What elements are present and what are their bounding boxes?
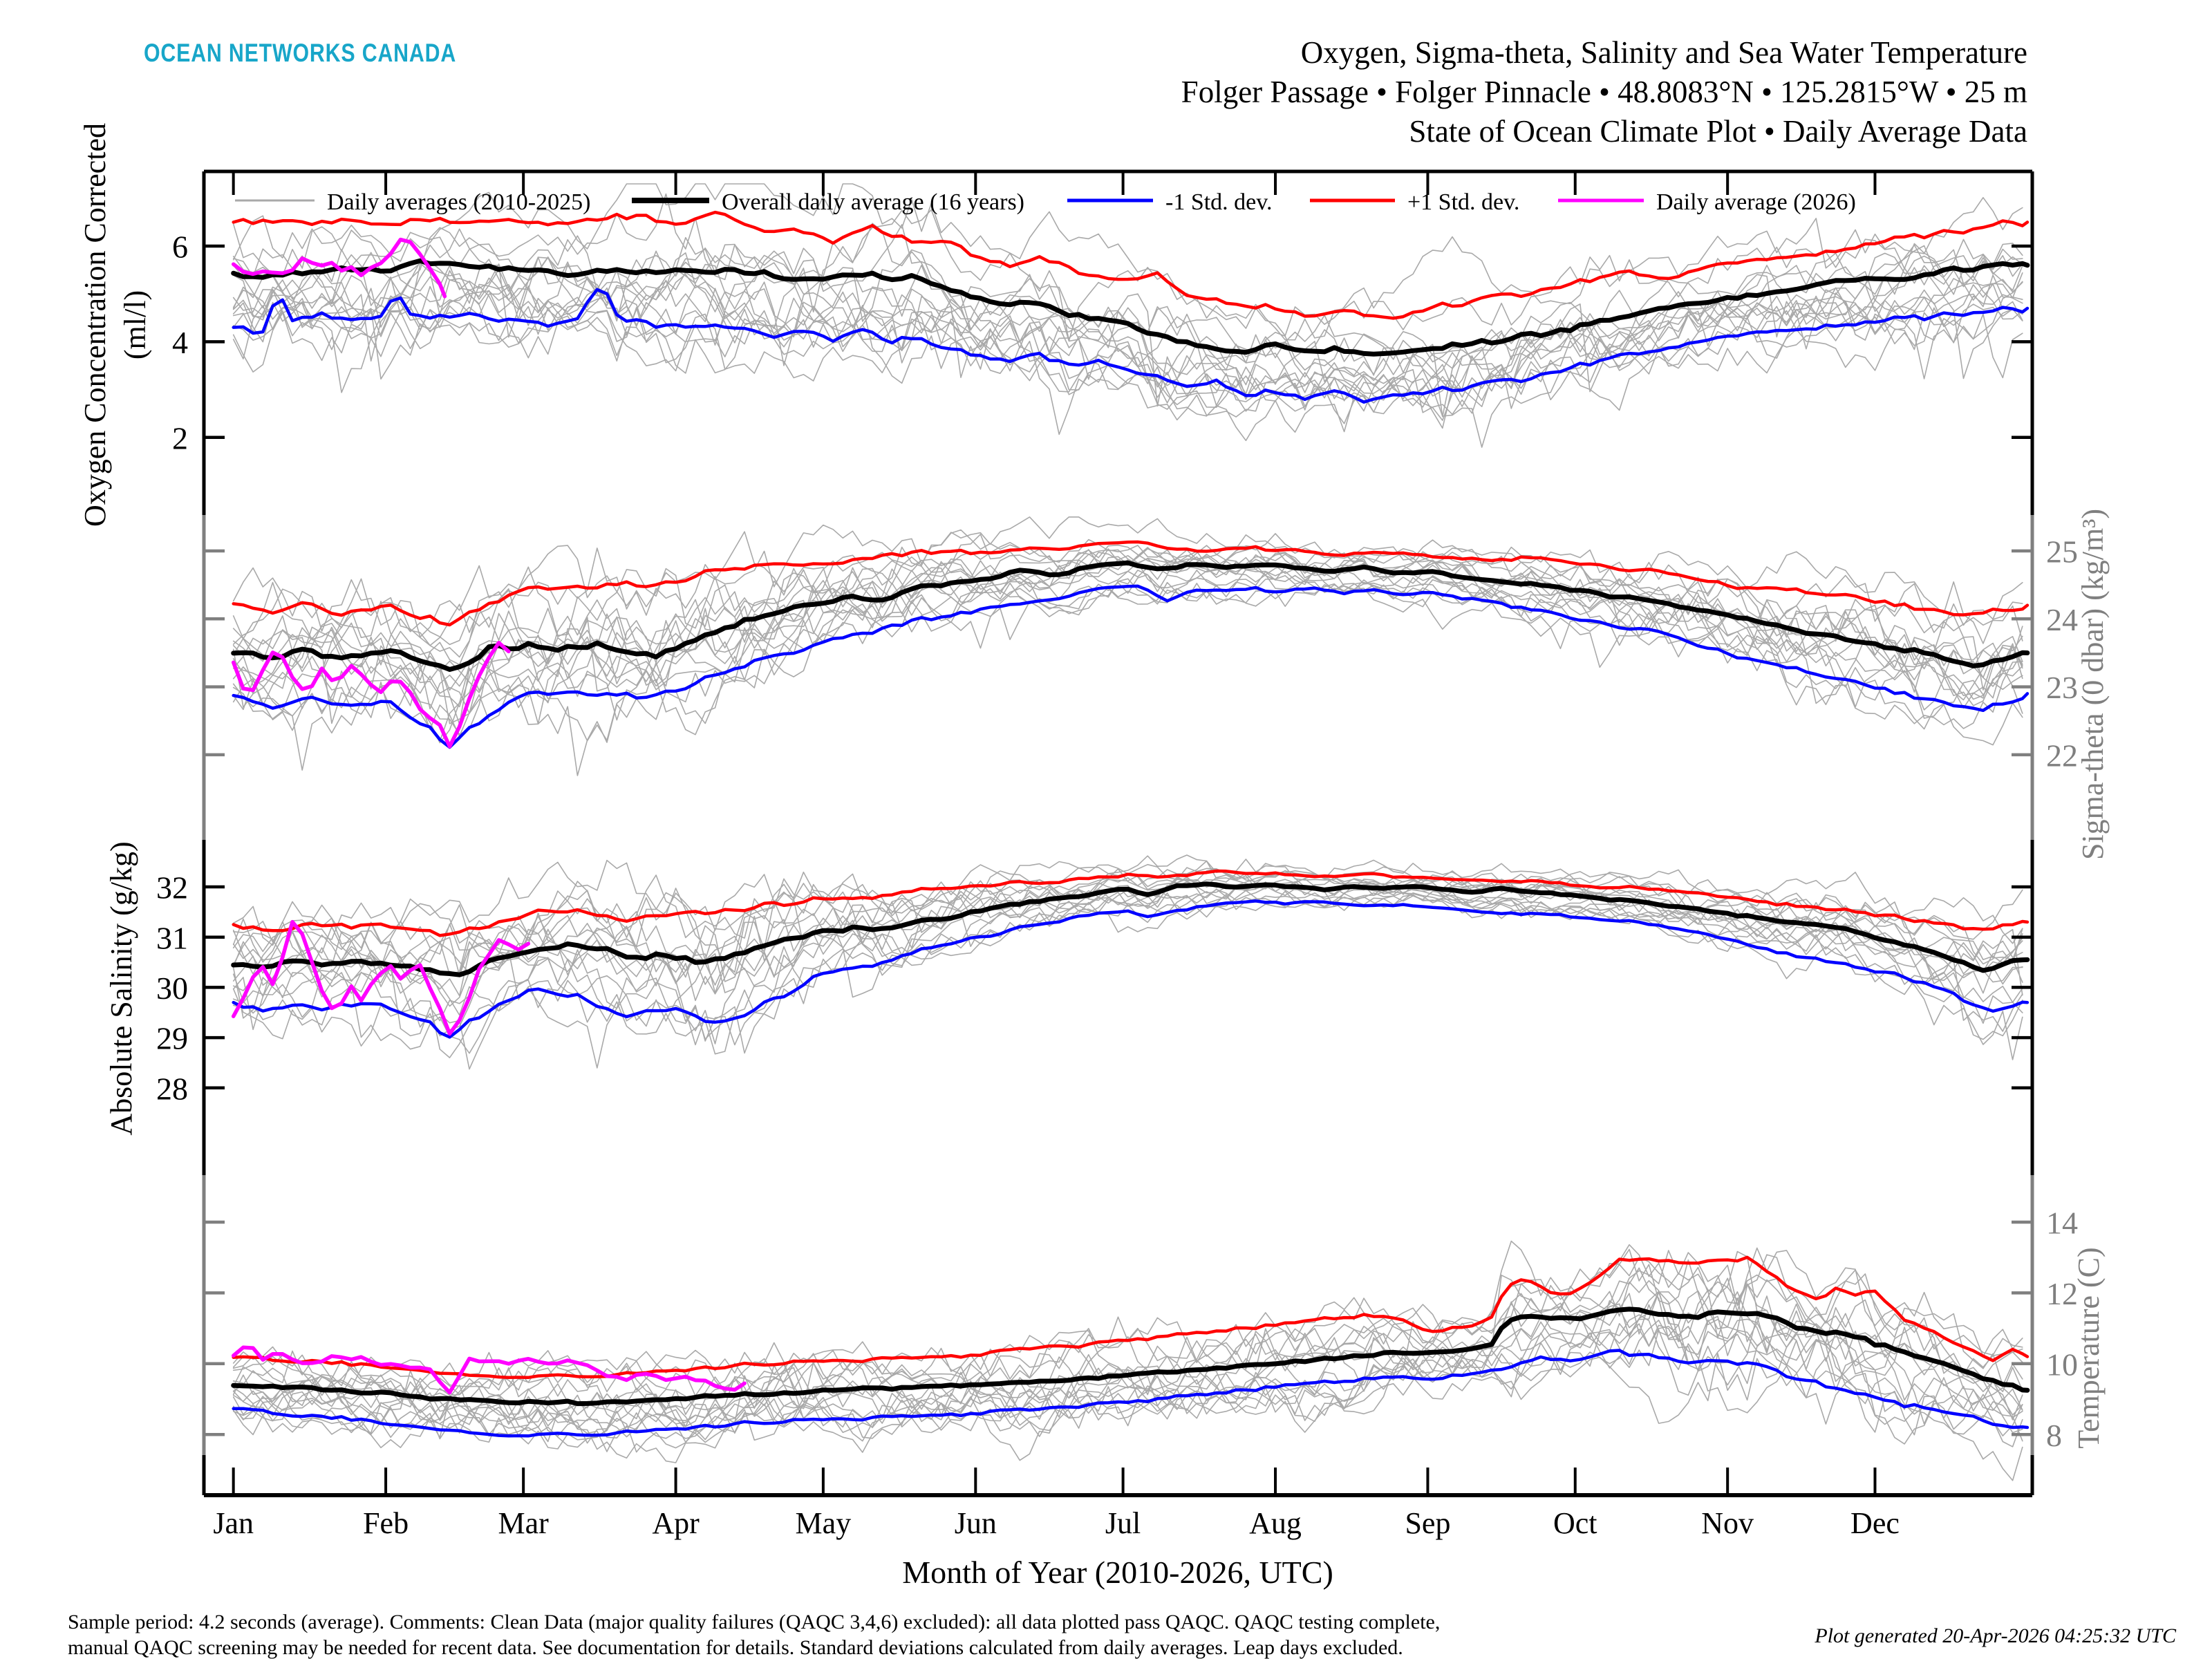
y-axis-label-temperature: Temperature (C) bbox=[2072, 1247, 2106, 1449]
legend-label-4: +1 Std. dev. bbox=[1407, 189, 1520, 215]
ytick-label-oxygen: 6 bbox=[172, 229, 188, 265]
plot-title-line1: Oxygen, Sigma-theta, Salinity and Sea Water Temperature bbox=[1300, 35, 2027, 70]
series-year-sigma_theta bbox=[234, 552, 2023, 708]
series-year-oxygen bbox=[234, 278, 2023, 428]
ytick-label-absolute_salinity: 31 bbox=[156, 920, 188, 956]
series-year-absolute_salinity bbox=[234, 882, 2023, 994]
y-axis-label-oxygen: Oxygen Concentration Corrected bbox=[78, 122, 112, 527]
month-label-jul: Jul bbox=[1105, 1506, 1141, 1540]
series-current-year-absolute_salinity bbox=[234, 922, 529, 1034]
month-label-nov: Nov bbox=[1701, 1506, 1754, 1540]
series-year-temperature bbox=[234, 1265, 2023, 1432]
series-plus-std-oxygen bbox=[234, 212, 2027, 318]
month-label-jan: Jan bbox=[213, 1506, 254, 1540]
ytick-label-temperature: 10 bbox=[2046, 1347, 2078, 1382]
ytick-label-absolute_salinity: 32 bbox=[156, 870, 188, 906]
month-label-jun: Jun bbox=[954, 1506, 997, 1540]
month-label-feb: Feb bbox=[363, 1506, 409, 1540]
ytick-label-absolute_salinity: 28 bbox=[156, 1071, 188, 1107]
footer-comments-line2: manual QAQC screening may be needed for recent data. See documentation for details. Standard deviations calculated from daily averages. Leap days excluded. bbox=[68, 1636, 1403, 1659]
series-overall-mean-sigma_theta bbox=[234, 563, 2027, 669]
ytick-label-absolute_salinity: 30 bbox=[156, 970, 188, 1006]
onc-logo: OCEAN NETWORKS CANADA bbox=[144, 39, 457, 67]
series-overall-mean-temperature bbox=[234, 1309, 2027, 1404]
series-year-sigma_theta bbox=[234, 549, 2023, 707]
month-label-sep: Sep bbox=[1405, 1506, 1451, 1540]
month-label-mar: Mar bbox=[498, 1506, 549, 1540]
month-label-apr: Apr bbox=[652, 1506, 700, 1540]
legend-label-3: -1 Std. dev. bbox=[1165, 189, 1273, 215]
plot-title-line3: State of Ocean Climate Plot • Daily Average Data bbox=[1409, 114, 2027, 149]
legend-label-5: Daily average (2026) bbox=[1656, 189, 1856, 215]
ytick-label-oxygen: 2 bbox=[172, 420, 188, 456]
ytick-label-sigma_theta: 23 bbox=[2046, 670, 2078, 706]
series-plus-std-sigma_theta bbox=[234, 542, 2027, 625]
ytick-label-sigma_theta: 22 bbox=[2046, 738, 2078, 774]
data-series-layer bbox=[234, 184, 2027, 1481]
plot-generated-timestamp: Plot generated 20-Apr-2026 04:25:32 UTC bbox=[1815, 1624, 2176, 1647]
historical-years-layer bbox=[234, 184, 2023, 1481]
ytick-label-temperature: 14 bbox=[2046, 1205, 2078, 1241]
footer-comments-line1: Sample period: 4.2 seconds (average). Comments: Clean Data (major quality failures (QAQC 3,4,6) excluded): all data plotted pass QAQC. QAQC testing complete, bbox=[68, 1611, 1441, 1633]
ytick-label-temperature: 8 bbox=[2046, 1417, 2062, 1453]
month-label-may: May bbox=[795, 1506, 852, 1540]
ytick-label-temperature: 12 bbox=[2046, 1275, 2078, 1311]
series-year-absolute_salinity bbox=[234, 863, 2023, 995]
y-axis-label-sigma_theta: Sigma-theta (0 dbar) (kg/m³) bbox=[2076, 508, 2110, 861]
ytick-label-sigma_theta: 25 bbox=[2046, 534, 2078, 570]
plot-title-line2: Folger Passage • Folger Pinnacle • 48.8083°N • 125.2815°W • 25 m bbox=[1181, 75, 2027, 109]
legend-label-1: Daily averages (2010-2025) bbox=[327, 189, 591, 215]
ytick-label-absolute_salinity: 29 bbox=[156, 1020, 188, 1056]
legend-label-2: Overall daily average (16 years) bbox=[722, 189, 1024, 215]
series-year-temperature bbox=[234, 1332, 2023, 1480]
series-minus-std-oxygen bbox=[234, 290, 2027, 402]
month-label-oct: Oct bbox=[1553, 1506, 1597, 1540]
series-year-temperature bbox=[234, 1255, 2023, 1409]
ytick-label-oxygen: 4 bbox=[172, 324, 188, 360]
series-plus-std-absolute_salinity bbox=[234, 871, 2027, 935]
x-axis-label: Month of Year (2010-2026, UTC) bbox=[902, 1555, 1333, 1590]
ytick-label-sigma_theta: 24 bbox=[2046, 601, 2078, 637]
y-axis-label-absolute_salinity: Absolute Salinity (g/kg) bbox=[104, 841, 138, 1136]
y-axis-label2-oxygen: (ml/l) bbox=[118, 290, 152, 360]
month-label-aug: Aug bbox=[1249, 1506, 1302, 1540]
series-year-oxygen bbox=[234, 225, 2023, 383]
legend bbox=[235, 189, 1856, 215]
statistics-layer bbox=[234, 212, 2027, 1436]
month-label-dec: Dec bbox=[1850, 1506, 1900, 1540]
